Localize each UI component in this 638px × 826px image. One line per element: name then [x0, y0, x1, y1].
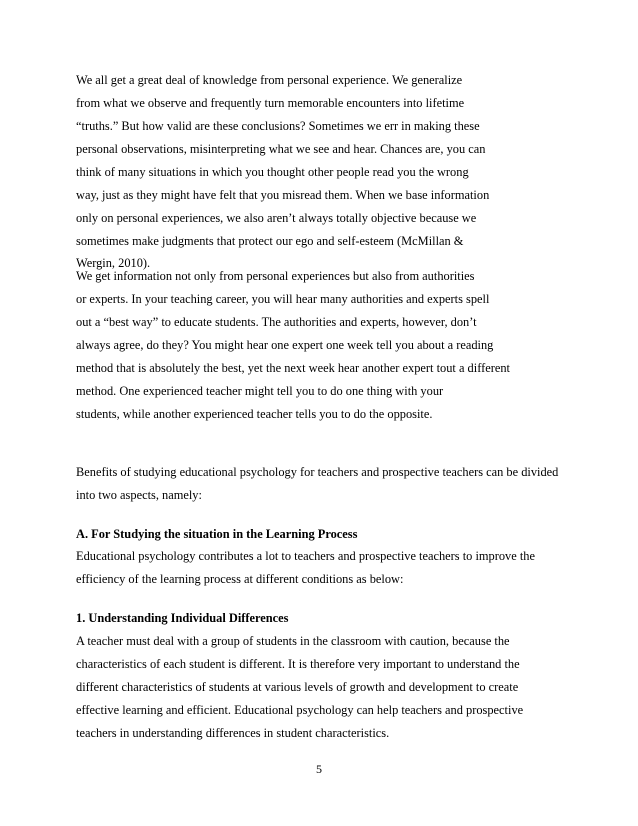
paragraph2-line-4: always agree, do they? You might hear one expert one week tell you about a reading [76, 338, 494, 352]
paragraph1-line-1: We all get a great deal of knowledge from personal experience. We generalize [76, 73, 463, 87]
paragraph1-line-4: personal observations, misinterpreting what we see and hear. Chances are, you can [76, 142, 486, 156]
section-1-line-4: effective learning and efficient. Educational psychology can help teachers and prospective [76, 703, 524, 717]
paragraph2-line-6: method. One experienced teacher might tell you to do one thing with your [76, 384, 444, 398]
section-1-heading: 1. Understanding Individual Differences [76, 611, 289, 625]
paragraph1-line-7: only on personal experiences, we also aren’t always totally objective because we [76, 211, 477, 225]
section-a-heading: A. For Studying the situation in the Learning Process [76, 527, 358, 541]
paragraph1-line-8: sometimes make judgments that protect our ego and self-esteem (McMillan & [76, 234, 464, 248]
paragraph1-line-3: “truths.” But how valid are these conclusions? Sometimes we err in making these [76, 119, 480, 133]
section-a-line-2: efficiency of the learning process at different conditions as below: [76, 572, 404, 586]
page-number: 5 [316, 762, 322, 776]
section-1-line-2: characteristics of each student is different. It is therefore very important to understand the [76, 657, 520, 671]
section-a-line-1: Educational psychology contributes a lot to teachers and prospective teachers to improve the [76, 549, 535, 563]
section-1-line-1: A teacher must deal with a group of students in the classroom with caution, because the [76, 634, 510, 648]
paragraph3-line-1: Benefits of studying educational psychology for teachers and prospective teachers can be divided [76, 465, 559, 479]
paragraph1-line-9: Wergin, 2010). [76, 256, 151, 270]
paragraph2-line-5: method that is absolutely the best, yet the next week hear another expert tout a different [76, 361, 510, 375]
paragraph3-line-2: into two aspects, namely: [76, 488, 202, 502]
paragraph2-line-1: We get information not only from personal experiences but also from authorities [76, 269, 475, 283]
paragraph1-line-2: from what we observe and frequently turn memorable encounters into lifetime [76, 96, 465, 110]
section-1-line-5: teachers in understanding differences in student characteristics. [76, 726, 390, 740]
paragraph1-line-6: way, just as they might have felt that you misread them. When we base information [76, 188, 490, 202]
paragraph2-line-7: students, while another experienced teacher tells you to do the opposite. [76, 407, 433, 421]
paragraph2-line-3: out a “best way” to educate students. The authorities and experts, however, don’t [76, 315, 477, 329]
section-1-line-3: different characteristics of students at various levels of growth and development to create [76, 680, 519, 694]
paragraph1-line-5: think of many situations in which you thought other people read you the wrong [76, 165, 469, 179]
paragraph2-line-2: or experts. In your teaching career, you will hear many authorities and experts spell [76, 292, 490, 306]
